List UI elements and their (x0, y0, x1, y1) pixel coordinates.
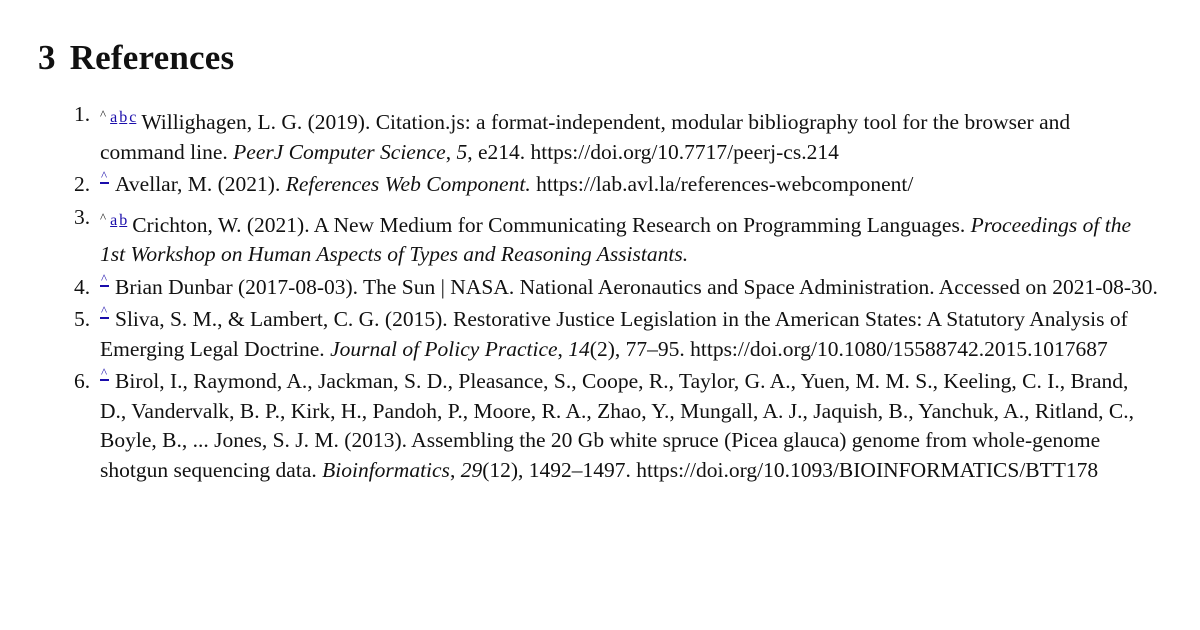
backlinks (100, 100, 138, 138)
backlink-up-icon[interactable]: ^ (101, 303, 108, 318)
reference-italic-text: Bioinformatics (322, 457, 450, 482)
reference-item (74, 168, 1160, 200)
reference-italic-text: References Web Component. (285, 172, 531, 196)
reference-text: Willighagen, L. G. (2019). Citation.js: a format-independent, modular bibliography tool for the browser and command line. (100, 110, 1071, 164)
reference-text: Sliva, S. M., & Lambert, C. G. (2015). Restorative Justice Legislation in the American States: A Statutory Analysis of Emerging Legal Doctrine. (100, 307, 1128, 361)
reference-item (74, 270, 1160, 303)
section-heading (38, 36, 1160, 80)
reference-number: 1. (74, 102, 91, 126)
reference-text: Crichton, W. (2021). A New Medium for Communicating Research on Programming Languages. (132, 212, 971, 237)
backlink-a[interactable]: a (110, 109, 118, 126)
reference-text: https://lab.avl.la/references-webcomponent/ (530, 172, 914, 196)
section-number: 3 (38, 38, 56, 77)
reference-text: , (449, 457, 461, 482)
reference-item (74, 203, 1160, 270)
reference-list (38, 100, 1160, 485)
backlinks (100, 170, 112, 200)
reference-text: Avellar, M. (2021). (115, 172, 286, 196)
backlink-b[interactable]: b (119, 109, 128, 126)
reference-text: , (557, 336, 569, 361)
reference-item (74, 100, 1160, 167)
backlink-a[interactable]: a (110, 211, 118, 229)
reference-number: 4. (74, 274, 91, 299)
reference-number: 6. (74, 369, 91, 393)
reference-italic-text: Journal of Policy Practice (330, 336, 558, 361)
reference-text: , e214. https://doi.org/10.7717/peerj-cs.214 (467, 139, 839, 164)
reference-italic-text: 5 (456, 139, 468, 164)
backlinks (100, 305, 112, 335)
reference-item (74, 365, 1160, 485)
backlink-up-icon[interactable]: ^ (101, 270, 108, 286)
caret-icon: ^ (100, 209, 107, 225)
reference-text: Birol, I., Raymond, A., Jackman, S. D., Pleasance, S., Coope, R., Taylor, G. A., Yuen, M. M. S., Keeling, C. I., Brand, D., Vandervalk, B. P., Kirk, H., Pandoh, P., Moore, R. A., Zhao, Y., Mungall, A. J., Jaquish, B., Yanchuk, A., Ritland, C., Boyle, B., ... Jones, S. J. M. (2013). Assembling the 20 Gb white spruce (Picea glauca) genome from whole-genome shotgun sequencing data. (100, 369, 1135, 482)
section-title: References (69, 38, 235, 77)
caret-icon: ^ (100, 107, 107, 122)
reference-text: Brian Dunbar (2017-08-03). The Sun | NASA. National Aeronautics and Space Administration. Accessed on 2021-08-30. (115, 274, 1158, 299)
reference-italic-text: 29 (460, 457, 483, 482)
reference-text: , (445, 139, 457, 164)
backlink-c[interactable]: c (129, 109, 137, 126)
backlink-b[interactable]: b (119, 211, 128, 229)
reference-number: 2. (74, 172, 91, 196)
reference-number: 5. (74, 307, 91, 331)
reference-text: (2), 77–95. https://doi.org/10.1080/15588742.2015.1017687 (589, 336, 1108, 361)
reference-italic-text: PeerJ Computer Science (233, 139, 446, 164)
backlinks (100, 367, 112, 397)
reference-number: 3. (74, 204, 91, 229)
reference-text: (12), 1492–1497. https://doi.org/10.1093/BIOINFORMATICS/BTT178 (482, 457, 1099, 482)
reference-italic-text: Proceedings of the 1st Workshop on Human Aspects of Types and Reasoning Assistants. (100, 212, 1132, 266)
backlink-up-icon[interactable]: ^ (101, 168, 108, 183)
reference-italic-text: 14 (568, 336, 590, 361)
backlink-up-icon[interactable]: ^ (101, 365, 108, 380)
backlinks (100, 203, 129, 241)
reference-item (74, 303, 1160, 364)
